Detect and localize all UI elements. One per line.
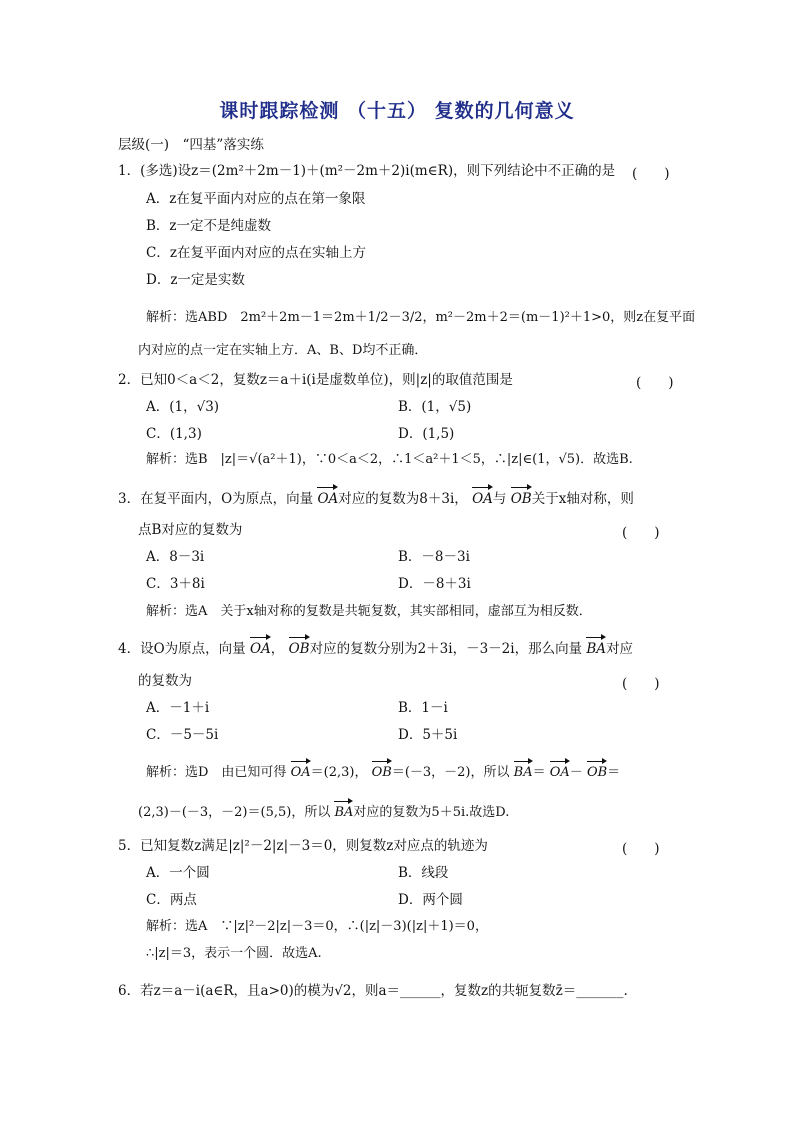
q3-stem-part4: 关于x轴对称，则 — [531, 491, 634, 507]
q4-stem-part1: 4．设O为原点，向量 — [118, 641, 246, 657]
q4-analysis-part6: ＝ — [607, 765, 621, 780]
vector-oa: OA — [250, 638, 271, 658]
q5-option-a: A．一个圆 — [146, 865, 210, 881]
vector-ba: BA — [514, 762, 533, 782]
q3-option-c: C．3＋8i — [146, 576, 205, 592]
q4-stem-part2: ， — [270, 641, 285, 657]
q1-option-d: D．z一定是实数 — [146, 272, 245, 288]
q4-analysis2-part1: (2,3)－(－3，－2)＝(5,5)，所以 — [138, 805, 331, 820]
vector-ba: BA — [586, 638, 606, 658]
q2-analysis: 解析：选B |z|＝√(a²＋1)，∵0＜a＜2，∴1＜a²＋1＜5，∴|z|∈(1，√5)．故选B. — [146, 452, 633, 467]
vector-ob: OB — [587, 762, 607, 782]
q4-analysis2-part2: 对应的复数为5＋5i.故选D. — [353, 805, 510, 820]
q4-analysis-part1: 解析：选D 由已知可得 — [146, 765, 287, 780]
q4-analysis-line1 — [146, 762, 620, 782]
q4-option-b: B．1－i — [398, 700, 448, 716]
q1-option-b: B．z一定不是纯虚数 — [146, 218, 272, 234]
q1-answer-paren: ( ) — [632, 166, 670, 182]
q4-analysis-part2: ＝(2,3)， — [310, 765, 368, 780]
section-heading: 层级(一) “四基”落实练 — [118, 137, 264, 153]
q1-analysis-line2: 内对应的点一定在实轴上方．A、B、D均不正确． — [138, 343, 428, 358]
q1-option-c: C．z在复平面内对应的点在实轴上方 — [146, 245, 366, 261]
vector-ob: OB — [372, 762, 392, 782]
vector-ob: OB — [289, 638, 310, 658]
q3-analysis: 解析：选A 关于x轴对称的复数是共轭复数，其实部相同，虚部互为相反数． — [146, 604, 592, 619]
vector-oa: OA — [291, 762, 311, 782]
vector-oa: OA — [317, 488, 338, 508]
q5-analysis-line1: 解析：选A ∵|z|²－2|z|－3＝0，∴(|z|－3)(|z|＋1)＝0， — [146, 919, 488, 934]
q2-answer-paren: ( ) — [636, 375, 674, 391]
q2-stem: 2．已知0＜a＜2，复数z＝a＋i(i是虚数单位)，则|z|的取值范围是 — [118, 372, 513, 388]
q5-stem: 5．已知复数z满足|z|²－2|z|－3＝0，则复数z对应点的轨迹为 — [118, 838, 488, 854]
q4-option-c: C．－5－5i — [146, 727, 219, 743]
q3-stem-part3: 与 — [492, 491, 507, 507]
q6-stem: 6．若z＝a－i(a∈R，且a>0)的模为√2，则a＝______，复数z的共轭复数z̄＝_______. — [118, 983, 628, 999]
vector-ob: OB — [511, 488, 532, 508]
q2-option-c: C．(1,3) — [146, 426, 202, 442]
vector-oa: OA — [550, 762, 570, 782]
q4-option-d: D．5＋5i — [398, 727, 458, 743]
q5-option-b: B．线段 — [398, 865, 449, 881]
q3-stem-line1 — [118, 488, 634, 508]
q3-option-b: B．－8－3i — [398, 549, 470, 565]
q1-stem: 1．(多选)设z＝(2m²＋2m－1)＋(m²－2m＋2)i(m∈R)，则下列结论中不正确的是 — [118, 163, 616, 179]
vector-ba: BA — [334, 802, 353, 822]
q3-answer-paren: ( ) — [622, 525, 660, 541]
q3-stem-part1: 3．在复平面内，O为原点，向量 — [118, 491, 314, 507]
q2-option-b: B．(1，√5) — [398, 399, 472, 415]
q4-analysis-line2 — [138, 802, 509, 822]
q5-answer-paren: ( ) — [622, 841, 660, 857]
vector-oa: OA — [472, 488, 493, 508]
q4-stem-part3: 对应的复数分别为2＋3i，－3－2i，那么向量 — [309, 641, 583, 657]
q4-answer-paren: ( ) — [622, 676, 660, 692]
q3-option-a: A．8－3i — [146, 549, 205, 565]
q4-analysis-part3: ＝(－3，－2)，所以 — [391, 765, 510, 780]
q2-option-d: D．(1,5) — [398, 426, 455, 442]
q2-option-a: A．(1，√3) — [146, 399, 220, 415]
q3-stem-line2: 点B对应的复数为 — [138, 522, 243, 538]
q1-option-a: A．z在复平面内对应的点在第一象限 — [146, 191, 366, 207]
q3-option-d: D．－8＋3i — [398, 576, 471, 592]
q4-option-a: A．－1＋i — [146, 700, 210, 716]
q5-analysis-line2: ∴|z|＝3，表示一个圆．故选A. — [146, 946, 322, 961]
q4-stem-line1 — [118, 638, 633, 658]
q4-analysis-part5: － — [569, 765, 583, 780]
q5-option-c: C．两点 — [146, 892, 197, 908]
q4-stem-part4: 对应 — [606, 641, 634, 657]
q5-option-d: D．两个圆 — [398, 892, 463, 908]
q4-analysis-part4: ＝ — [532, 765, 546, 780]
q1-analysis-line1: 解析：选ABD 2m²＋2m－1＝2m＋1/2－3/2，m²－2m＋2＝(m－1)²＋1>0，则z在复平面 — [146, 310, 696, 325]
page-title: 课时跟踪检测 （十五） 复数的几何意义 — [219, 100, 575, 122]
q3-stem-part2: 对应的复数为8＋3i， — [338, 491, 468, 507]
q4-stem-line2: 的复数为 — [138, 673, 192, 689]
